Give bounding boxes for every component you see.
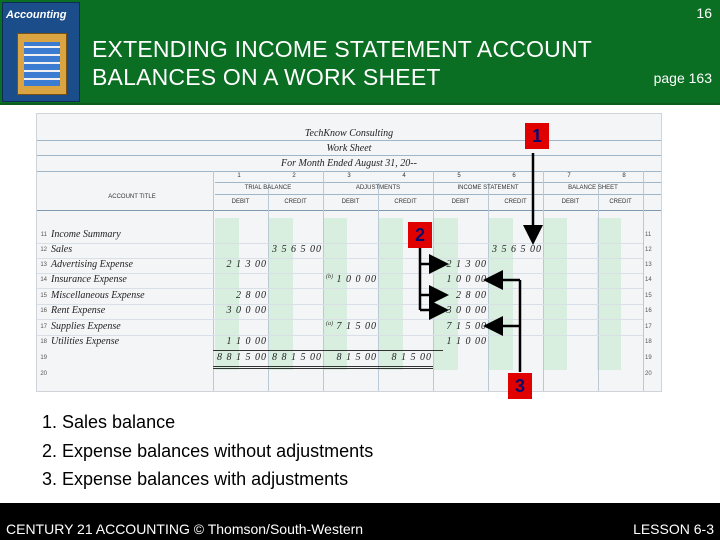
trial-balance-credit: 3 5 6 5 00 — [272, 244, 322, 255]
income-statement-debit: 1 1 0 00 — [446, 336, 487, 347]
subheader-debit: DEBIT — [231, 199, 250, 205]
row-number: 14 — [40, 277, 47, 283]
col-number: 7 — [567, 173, 571, 179]
row-number: 13 — [40, 262, 47, 268]
col-number: 5 — [457, 173, 461, 179]
group-balance-sheet: BALANCE SHEET — [568, 185, 618, 191]
account-title: Insurance Expense — [51, 274, 127, 285]
slide-number: 16 — [696, 5, 712, 21]
row-number: 16 — [40, 308, 47, 314]
row-number: 15 — [645, 293, 652, 299]
col-number: 8 — [622, 173, 626, 179]
subheader-credit: CREDIT — [284, 199, 307, 205]
subheader-credit: CREDIT — [394, 199, 417, 205]
row-number: 19 — [40, 355, 47, 361]
row-number: 17 — [645, 324, 652, 330]
title-line-2: BALANCES ON A WORK SHEET — [92, 64, 441, 90]
trial-balance-debit: 1 1 0 00 — [226, 336, 267, 347]
callout-2: 2 — [408, 222, 432, 248]
col-number: 3 — [347, 173, 351, 179]
point-item: 3. Expense balances with adjustments — [42, 469, 349, 489]
group-income-statement: INCOME STATEMENT — [457, 185, 519, 191]
trial-balance-debit-total: 8 8 1 5 00 — [217, 352, 267, 363]
title-line-1: EXTENDING INCOME STATEMENT ACCOUNT — [92, 36, 593, 62]
row-number: 17 — [40, 324, 47, 330]
account-title-header: ACCOUNT TITLE — [108, 194, 156, 200]
col-number: 6 — [512, 173, 516, 179]
account-title: Sales — [51, 244, 73, 255]
adjustments-debit: 1 0 0 00 — [336, 274, 377, 285]
period-line: For Month Ended August 31, 20-- — [281, 158, 417, 169]
row-number: 16 — [645, 308, 652, 314]
row-number: 12 — [645, 247, 652, 253]
row-number: 13 — [645, 262, 652, 268]
adjustment-letter: (b) — [326, 274, 333, 280]
footer-lesson: LESSON 6-3 — [633, 521, 714, 537]
subheader-debit: DEBIT — [451, 199, 470, 205]
row-number: 11 — [645, 232, 652, 238]
point-item: 2. Expense balances without adjustments — [42, 440, 374, 461]
account-title: Advertising Expense — [51, 259, 133, 270]
income-statement-debit: 1 0 0 00 — [446, 274, 487, 285]
group-trial-balance: TRIAL BALANCE — [244, 185, 292, 191]
book-brand: Accounting — [6, 9, 67, 21]
income-statement-debit: 2 8 00 — [456, 290, 487, 301]
adjustments-debit: 7 1 5 00 — [336, 321, 377, 332]
key-points-list — [42, 408, 373, 494]
income-statement-debit: 7 1 5 00 — [446, 321, 487, 332]
row-number: 20 — [40, 371, 47, 377]
adjustment-letter: (a) — [326, 321, 333, 327]
account-title: Utilities Expense — [51, 336, 120, 347]
col-number: 1 — [237, 173, 241, 179]
col-number: 4 — [402, 173, 406, 179]
row-number: 20 — [645, 371, 652, 377]
group-adjustments: ADJUSTMENTS — [355, 185, 401, 191]
callout-1: 1 — [525, 123, 549, 149]
footer-copyright: CENTURY 21 ACCOUNTING © Thomson/South-Western — [6, 521, 364, 537]
row-number: 18 — [40, 339, 47, 345]
income-statement-debit: 2 1 3 00 — [446, 259, 487, 270]
point-item: 1. Sales balance — [42, 412, 176, 432]
subheader-debit: DEBIT — [341, 199, 360, 205]
adjustments-credit-total: 8 1 5 00 — [391, 352, 432, 363]
row-number: 11 — [40, 232, 47, 238]
col-number: 2 — [292, 173, 296, 179]
income-statement-debit: 3 0 0 00 — [446, 305, 487, 316]
account-title: Supplies Expense — [51, 321, 121, 332]
income-statement-credit: 3 5 6 5 00 — [492, 244, 542, 255]
adjustments-debit-total: 8 1 5 00 — [336, 352, 377, 363]
form-name: Work Sheet — [326, 143, 372, 154]
row-number: 15 — [40, 293, 47, 299]
trial-balance-debit: 3 0 0 00 — [226, 305, 267, 316]
account-title: Rent Expense — [51, 305, 106, 316]
company-name: TechKnow Consulting — [304, 128, 394, 139]
callout-3: 3 — [508, 373, 532, 399]
trial-balance-credit-total: 8 8 1 5 00 — [272, 352, 322, 363]
row-number: 19 — [645, 355, 652, 361]
subheader-debit: DEBIT — [561, 199, 580, 205]
row-number: 12 — [40, 247, 47, 253]
subheader-credit: CREDIT — [609, 199, 632, 205]
subheader-credit: CREDIT — [504, 199, 527, 205]
trial-balance-debit: 2 8 00 — [236, 290, 267, 301]
page-reference: page 163 — [653, 70, 712, 86]
row-number: 18 — [645, 339, 652, 345]
row-number: 14 — [645, 277, 652, 283]
account-title: Income Summary — [51, 229, 121, 240]
trial-balance-debit: 2 1 3 00 — [226, 259, 267, 270]
account-title: Miscellaneous Expense — [51, 290, 145, 301]
slide-footer — [0, 503, 720, 540]
